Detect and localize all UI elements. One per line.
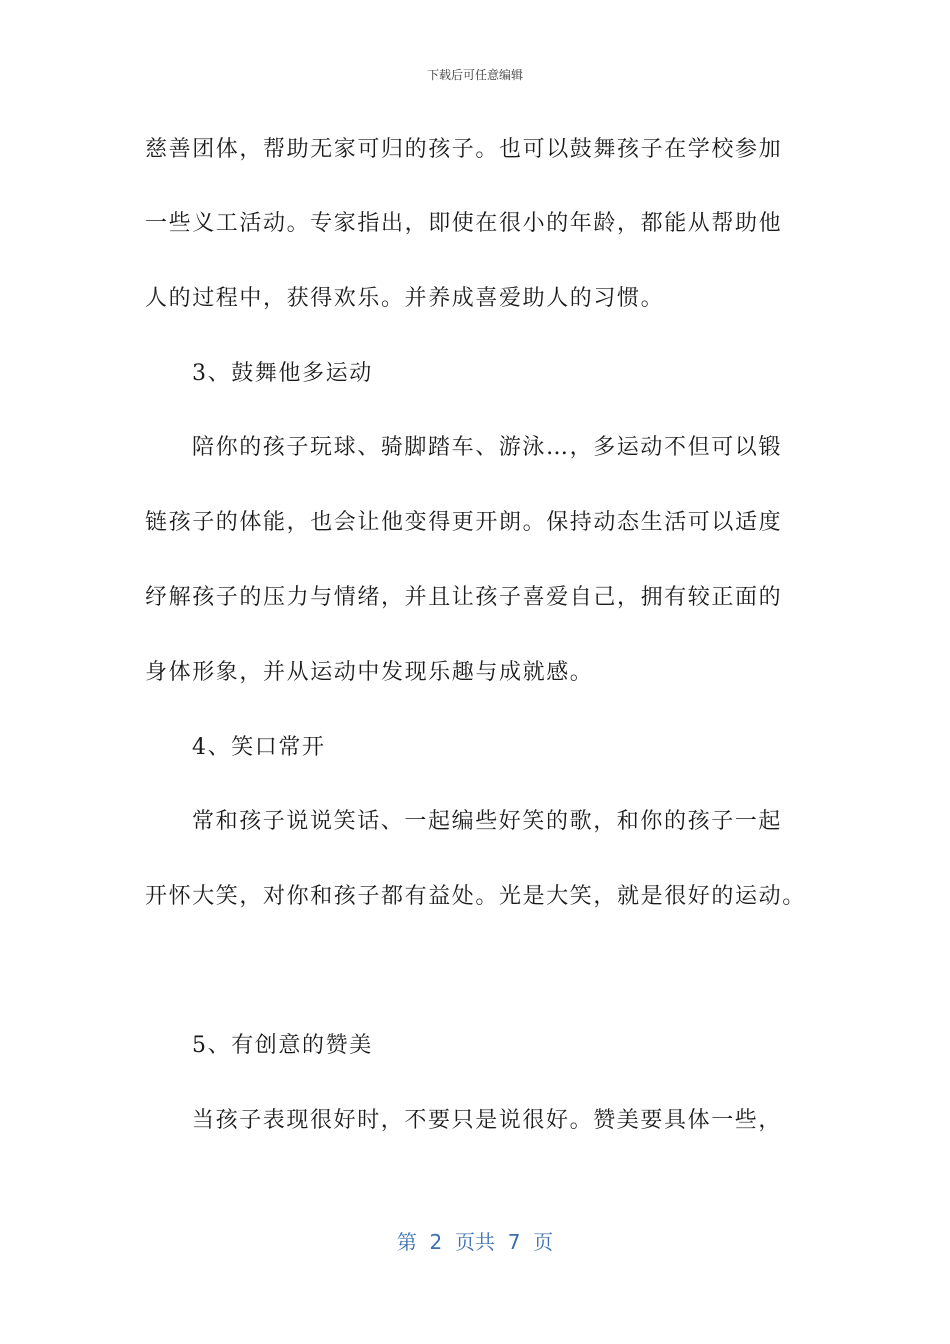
section-heading: 5、有创意的赞美 (192, 1033, 373, 1058)
section-heading: 3、鼓舞他多运动 (192, 361, 373, 386)
paragraph-line: 身体形象，并从运动中发现乐趣与成就感。 (145, 660, 594, 685)
paragraph-line: 链孩子的体能，也会让他变得更开朗。保持动态生活可以适度 (145, 510, 783, 535)
page-number-footer: 第 2 页共 7 页 (396, 1230, 554, 1254)
paragraph-line: 一些义工活动。专家指出，即使在很小的年龄，都能从帮助他 (145, 211, 783, 236)
paragraph-line: 当孩子表现很好时，不要只是说很好。赞美要具体一些， (192, 1108, 783, 1133)
paragraph-line: 开怀大笑，对你和孩子都有益处。光是大笑，就是很好的运动。 (145, 884, 806, 909)
paragraph-line: 常和孩子说说笑话、一起编些好笑的歌，和你的孩子一起 (192, 809, 783, 834)
paragraph-line: 人的过程中，获得欢乐。并养成喜爱助人的习惯。 (145, 286, 665, 311)
paragraph-line: 慈善团体，帮助无家可归的孩子。也可以鼓舞孩子在学校参加 (145, 137, 783, 162)
page-header: 下载后可任意编辑 (426, 68, 523, 82)
paragraph-line: 陪你的孩子玩球、骑脚踏车、游泳…，多运动不但可以锻 (192, 435, 783, 460)
section-heading: 4、笑口常开 (192, 735, 326, 760)
paragraph-line: 纾解孩子的压力与情绪，并且让孩子喜爱自己，拥有较正面的 (145, 585, 783, 610)
